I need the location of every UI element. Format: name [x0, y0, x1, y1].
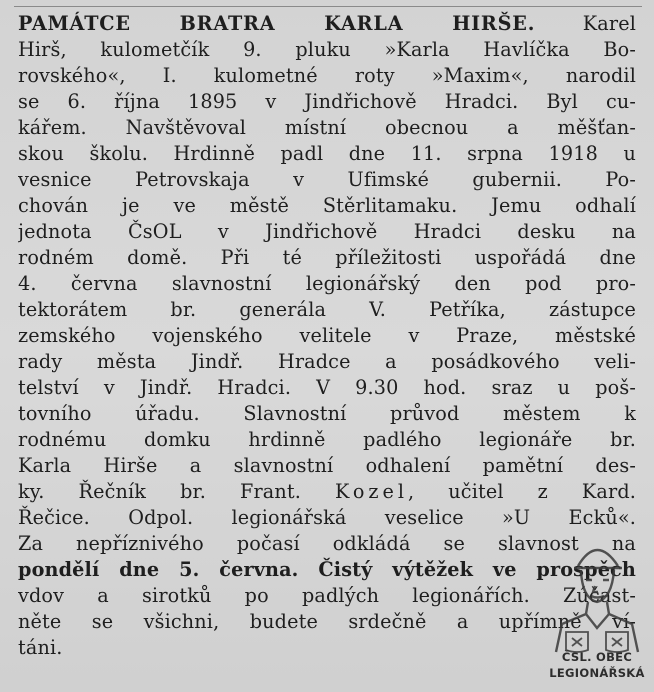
line-19-start: ky. Řečník br. Frant. — [18, 480, 301, 503]
column-rule — [14, 6, 642, 7]
text-line-25: táni. — [18, 636, 63, 659]
text-line-9: jednota ČsOL v Jindřichově Hradci desku na — [18, 220, 636, 243]
text-line-20: Řečice. Odpol. legionářská veselice »U Ecků«. — [18, 506, 636, 529]
legion-watermark — [548, 528, 646, 688]
text-line-4: se 6. října 1895 v Jindřichově Hradci. Byl cu- — [18, 90, 636, 113]
speaker-name: Kozel — [335, 480, 409, 503]
text-line-15: telství v Jindř. Hradci. V 9.30 hod. sraz u poš- — [18, 376, 636, 399]
text-line-3: rovského«, I. kulometné roty »Maxim«, narodil — [18, 64, 636, 87]
text-line-7: vesnice Petrovskaja v Ufimské gubernii. Po- — [18, 168, 636, 191]
soldier-bust-icon — [548, 528, 646, 654]
text-line-17: rodnému domku hrdinně padlého legionáře br. — [18, 428, 636, 451]
text-line-12: tektorátem br. generála V. Petříka, zástupce — [18, 298, 636, 321]
article-headline: PAMÁTCE BRATRA KARLA HIRŠE. — [18, 12, 536, 35]
watermark-line-2: LEGIONÁŘSKÁ — [549, 666, 645, 680]
line-19-end: , učitel z Kard. — [408, 480, 636, 503]
text-line-13: zemského vojenského velitele v Praze, městské — [18, 324, 636, 347]
text-line-18: Karla Hirše a slavnostní odhalení pamětní des- — [18, 454, 636, 477]
text-line-24: něte se všichni, budete srdečně a upřímně ví- — [18, 610, 636, 633]
text-line-6: skou školu. Hrdinně padl dne 11. srpna 1918 u — [18, 142, 636, 165]
text-line-16: tovního úřadu. Slavnostní průvod městem k — [18, 402, 636, 425]
text-line-8: chován je ve městě Stěrlitamaku. Jemu odhalí — [18, 194, 636, 217]
text-line-22: pondělí dne 5. června. Čistý výtěžek ve prospěch — [18, 558, 636, 581]
text-line-1 — [18, 11, 636, 37]
text-line-2: Hirš, kulometčík 9. pluku »Karla Havlíčka Bo- — [18, 38, 636, 61]
text-line-14: rady města Jindř. Hradce a posádkového veli- — [18, 350, 636, 373]
line-1-tail: Karel — [582, 12, 636, 35]
text-line-19 — [18, 479, 636, 505]
text-line-11: 4. června slavnostní legionářský den pod pro- — [18, 272, 636, 295]
text-line-21: Za nepříznivého počasí odkládá se slavnost na — [18, 532, 636, 555]
text-line-5: kářem. Navštěvoval místní obecnou a měšťan- — [18, 116, 636, 139]
text-line-10: rodném domě. Při té příležitosti uspořádá dne — [18, 246, 636, 269]
watermark-line-1: ČSL. OBEC — [561, 650, 633, 664]
text-line-23: vdov a sirotků po padlých legionářích. Zúčast- — [18, 584, 636, 607]
